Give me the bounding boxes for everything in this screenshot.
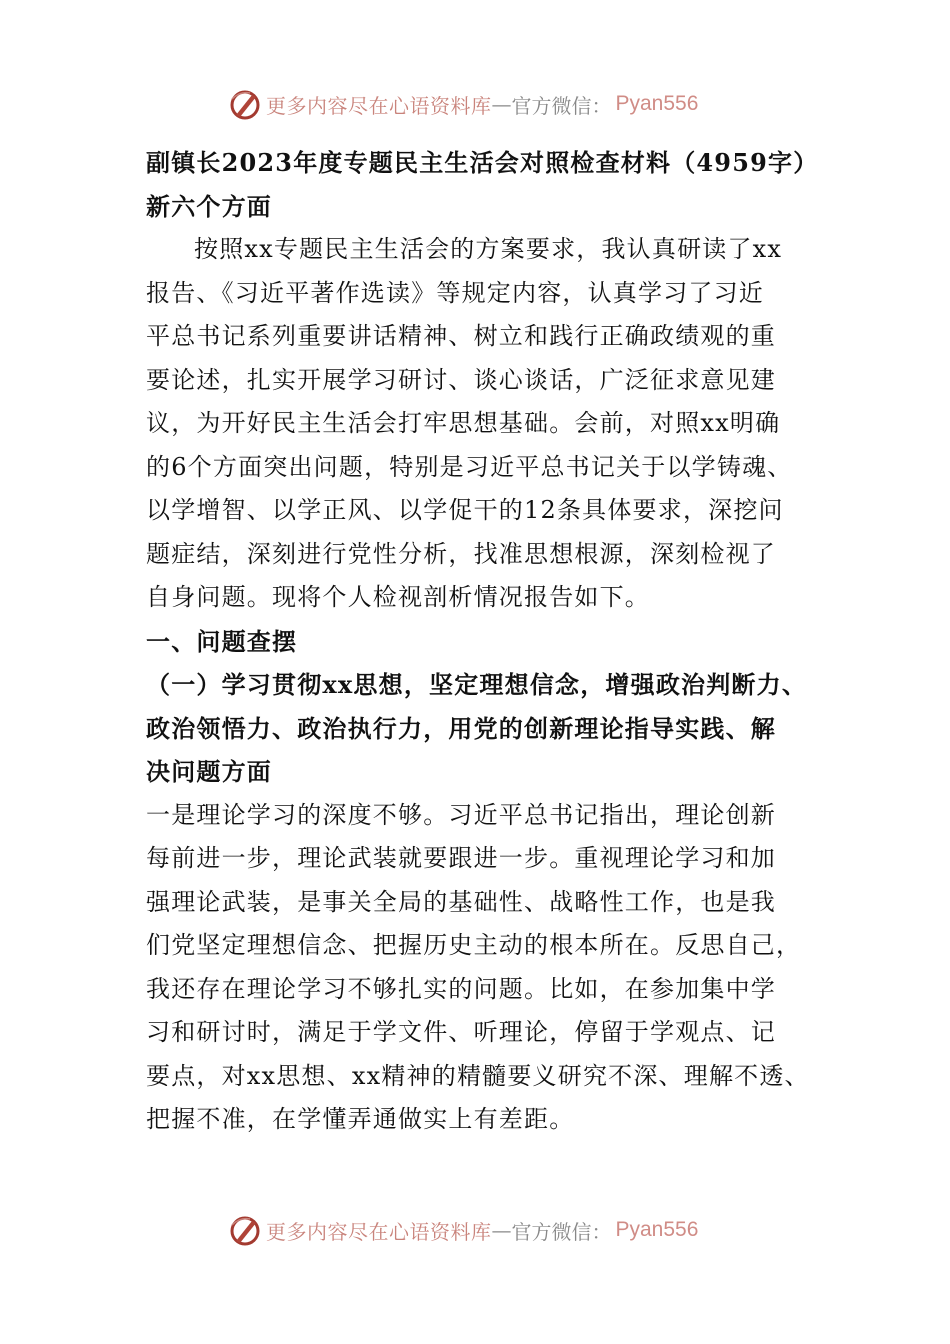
document-subtitle: 新六个方面 (146, 191, 272, 221)
text-line: （一）学习贯彻xx思想，坚定理想信念，增强政治判断力、 (146, 670, 808, 699)
watermark-id: Pyan556 (615, 92, 699, 115)
watermark-banner-bottom (228, 1210, 698, 1250)
document-title: 副镇长2023年度专题民主生活会对照检查材料（4959字） (146, 148, 819, 177)
watermark-grey-text: 官方微信： (511, 1219, 612, 1244)
body-paragraph (146, 794, 826, 1142)
text-line: 强理论武装，是事关全局的基础性、战略性工作，也是我 (146, 887, 776, 916)
text-line: 把握不准，在学懂弄通做实上有差距。 (146, 1105, 575, 1133)
text-line: 要论述，扎实开展学习研讨、谈心谈话，广泛征求意见建 (146, 365, 776, 394)
text-line: 我还存在理论学习不够扎实的问题。比如，在参加集中学 (146, 974, 776, 1003)
watermark-red-text: 更多内容尽在心语资料库 (266, 1219, 492, 1244)
watermark-grey-text: 官方微信： (511, 93, 612, 118)
text-line: 按照xx专题民主生活会的方案要求，我认真研读了xx (194, 235, 783, 263)
text-line: 自身问题。现将个人检视剖析情况报告如下。 (146, 583, 650, 611)
text-line: 报告、《习近平著作选读》等规定内容，认真学习了习近 (146, 278, 764, 307)
text-line: 要点，对xx思想、xx精神的精髓要义研究不深、理解不透、 (146, 1061, 810, 1090)
text-line: 议，为开好民主生活会打牢思想基础。会前，对照xx明确 (146, 409, 781, 437)
text-line: 平总书记系列重要讲话精神、树立和践行正确政绩观的重 (146, 322, 776, 350)
intro-paragraph (146, 228, 826, 620)
section-heading: 一、问题查摆 (146, 626, 298, 656)
text-line: 以学增智、以学正风、以学促干的12条具体要求，深挖问 (146, 496, 784, 524)
text-line: 每前进一步，理论武装就要跟进一步。重视理论学习和加 (146, 844, 776, 872)
watermark-red-text: 更多内容尽在心语资料库 (266, 93, 492, 118)
watermark-banner-top (228, 84, 698, 124)
watermark-dash: — (491, 1218, 512, 1242)
subsection-heading (146, 663, 826, 794)
document-body (146, 141, 826, 1142)
text-line: 习和研讨时，满足于学文件、听理论，停留于学观点、记 (146, 1018, 776, 1046)
text-line: 政治领悟力、政治执行力，用党的创新理论指导实践、解 (146, 713, 776, 743)
text-line: 的6个方面突出问题，特别是习近平总书记关于以学铸魂、 (146, 452, 793, 481)
text-line: 题症结，深刻进行党性分析，找准思想根源，深刻检视了 (146, 539, 776, 568)
quill-logo-icon (228, 87, 262, 121)
watermark-id: Pyan556 (615, 1218, 699, 1241)
text-line: 决问题方面 (146, 757, 272, 786)
quill-logo-icon (228, 1213, 262, 1247)
text-line: 们党坚定理想信念、把握历史主动的根本所在。反思自己， (146, 931, 802, 959)
watermark-dash: — (491, 92, 512, 116)
text-line: 一是理论学习的深度不够。习近平总书记指出，理论创新 (146, 800, 776, 829)
